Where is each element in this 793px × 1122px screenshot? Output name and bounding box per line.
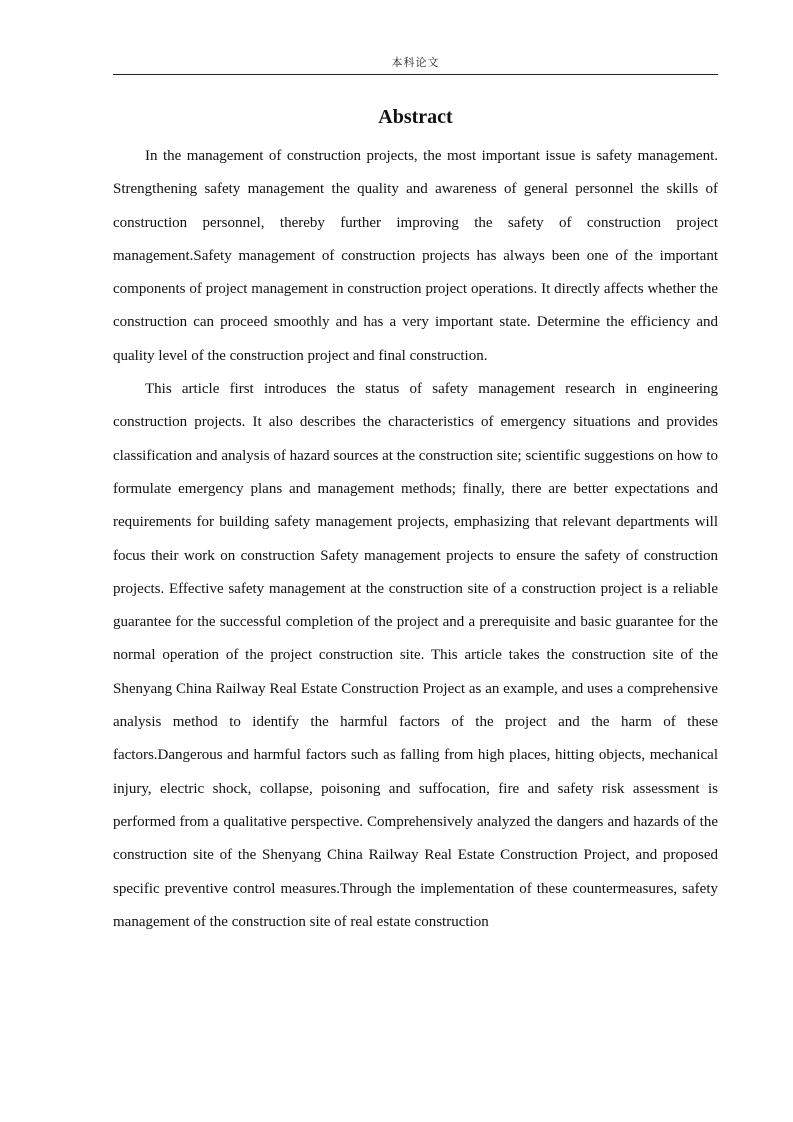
abstract-body (113, 140, 718, 939)
abstract-paragraph-1: In the management of construction projects, the most important issue is safety management. Strengthening safety management the quality and awareness of general personnel the skills of construction personnel, thereby further improving the safety of construction project management.Safety management of construction projects has always been one of the important components of project management in construction project operations. It directly affects whether the construction can proceed smoothly and has a very important state. Determine the efficiency and quality level of the construction project and final construction. (113, 148, 718, 364)
abstract-paragraph-2: This article first introduces the status of safety management research in engineering construction projects. It also describes the characteristics of emergency situations and provides classification and analysis of hazard sources at the construction site; scientific suggestions on how to formulate emergency plans and management methods; finally, there are better expectations and requirements for building safety management projects, emphasizing that relevant departments will focus their work on construction Safety management projects to ensure the safety of construction projects. Effective safety management at the construction site of a construction project is a reliable guarantee for the successful completion of the project and a prerequisite and basic guarantee for the normal operation of the project construction site. This article takes the construction site of the Shenyang China Railway Real Estate Construction Project as an example, and uses a comprehensive analysis method to identify the harmful factors of the project and the harm of these factors.Dangerous and harmful factors such as falling from high places, hitting objects, mechanical injury, electric shock, collapse, poisoning and suffocation, fire and safety risk assessment is performed from a qualitative perspective. Comprehensively analyzed the dangers and hazards of the construction site of the Shenyang China Railway Real Estate Construction Project, and proposed specific preventive control measures.Through the implementation of these countermeasures, safety management of the construction site of real estate construction (113, 381, 718, 930)
running-header: 本科论文 (391, 57, 440, 69)
abstract-title: Abstract (378, 106, 453, 128)
header-divider (113, 74, 718, 75)
